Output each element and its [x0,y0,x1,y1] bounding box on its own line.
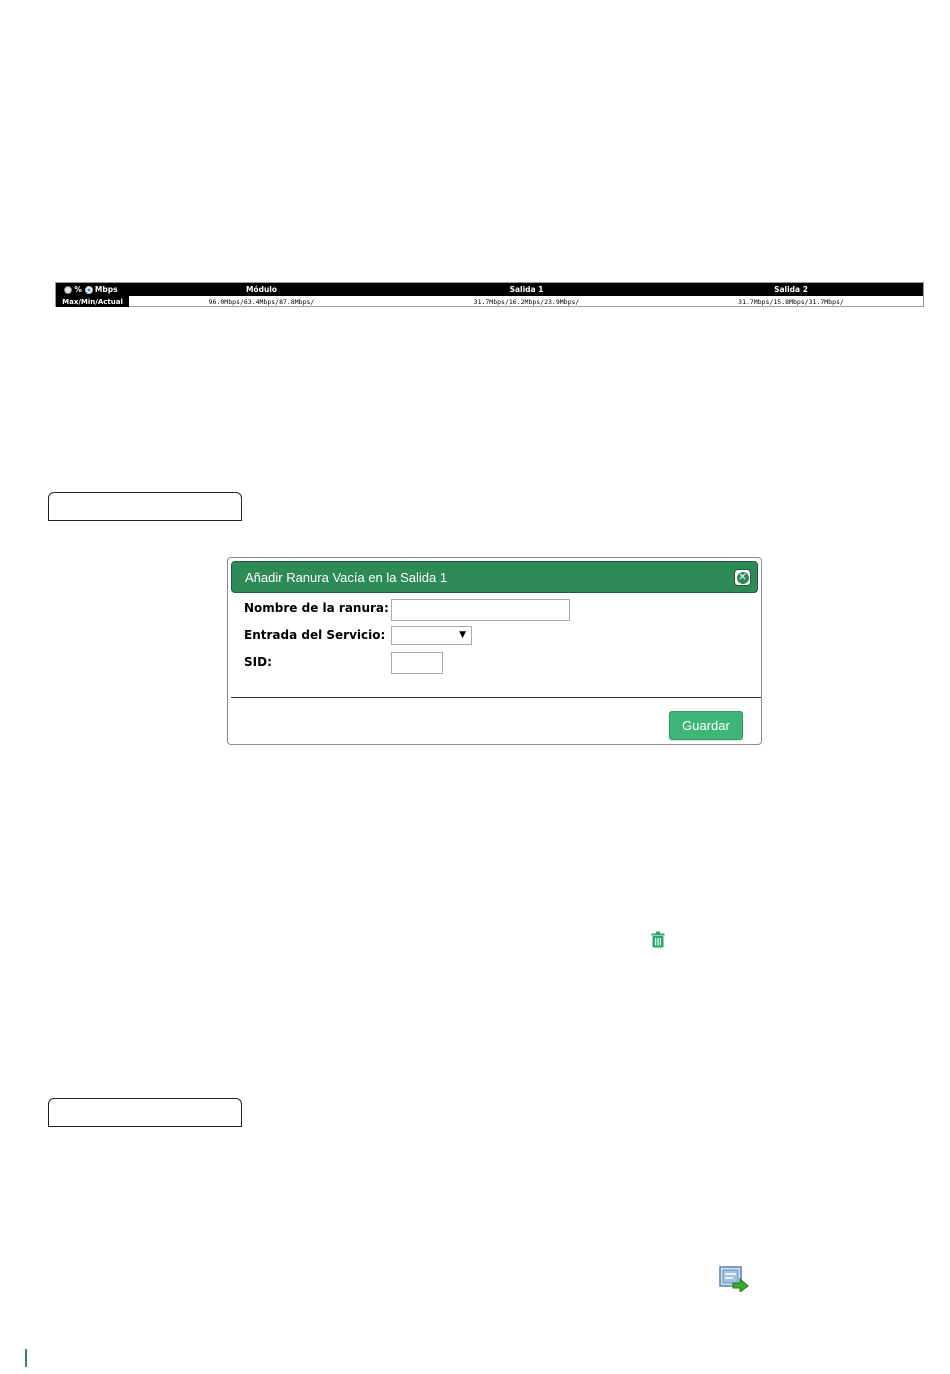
service-input-label: Entrada del Servicio: [244,628,386,642]
chevron-down-icon: ▼ [459,630,466,640]
slot-name-input[interactable] [391,599,570,621]
dialog-header [231,561,758,593]
trash-icon[interactable] [651,931,665,948]
add-slot-icon[interactable] [719,1266,749,1292]
header-output-2: Salida 2 [774,285,808,294]
bitrate-table [55,282,924,307]
add-empty-slot-dialog [227,557,762,745]
header-module: Módulo [245,285,278,294]
dialog-divider [231,697,761,698]
mbps-label: Mbps [94,285,118,294]
unit-selector [56,283,129,296]
dialog-title: Añadir Ranura Vacía en la Salida 1 [245,570,448,585]
output-2-bitrate: 31.7Mbps/15.8Mbps/31.7Mbps/ [738,297,844,306]
save-button[interactable]: Guardar [669,711,743,740]
module-bitrate: 96.0Mbps/63.4Mbps/87.8Mbps/ [208,297,315,306]
slot-name-label: Nombre de la ranura: [244,601,389,615]
bitrate-table-header [56,283,923,296]
row-label: Max/Min/Actual [56,296,129,307]
sid-label: SID: [244,655,272,669]
bitrate-table-row [56,296,923,307]
header-output-1: Salida 1 [509,285,544,294]
section-heading-box [48,492,242,521]
output-1-bitrate: 31.7Mbps/16.2Mbps/23.9Mbps/ [473,297,580,306]
page-margin-line [25,1349,27,1367]
percent-label: % [74,285,82,294]
sid-input[interactable] [391,652,443,674]
mbps-radio[interactable] [85,286,93,294]
close-icon: ✕ [738,571,747,583]
close-button[interactable] [734,569,751,586]
service-input-select[interactable] [391,626,472,645]
percent-radio[interactable] [64,286,72,294]
section-heading-box-2 [48,1098,242,1127]
